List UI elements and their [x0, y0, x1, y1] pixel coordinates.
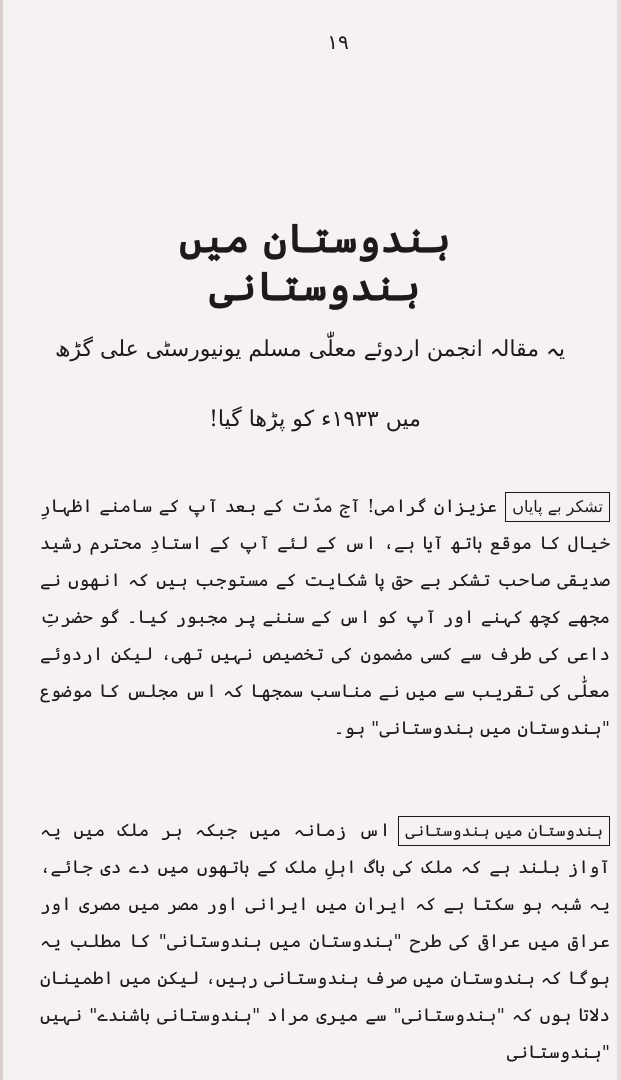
page-edge-right	[617, 0, 621, 1080]
page-title: ہندوستان میں ہندوستانی	[179, 215, 451, 310]
page-number: ۱۹	[327, 30, 349, 54]
paragraph-1-text: عزیزانِ گرامی! آج مدّت کے بعد آپ کے سامنے اظہارِ خیال کا موقع ہاتھ آیا ہے، اس کے لئے آپ کے استادِ محترم رشید صدیقی صاحب تشکر بے حق پا شکایت کے مستوجب ہیں کہ انھوں نے مجھے کچھ کہنے اور آپ کو اس کے سننے پر مجبور کیا۔ گو حضرتِ داعی کی طرف سے کسی مضمون کی تخصیص نہیں تھی، لیکن اردوئے معلّٰی کی تقریب سے میں نے مناسب سمجھا کہ اس مجلس کا موضوع "ہندوستان میں ہندوستانی" ہو۔	[40, 496, 610, 739]
side-heading-gratitude: تشکر بے پایاں	[505, 492, 610, 522]
side-heading-hindustan: ہندوستان میں ہندوستانی	[398, 816, 610, 846]
page-edge-left	[0, 0, 3, 1080]
paragraph-2-text: اس زمانہ میں جبکہ ہر ملک میں یہ آواز بلند ہے کہ ملک کی باگ اہلِ ملک کے ہاتھوں میں دے دی جائے، یہ شبہ ہو سکتا ہے کہ ایران میں ایرانی اور مصر میں مصری اور عراق میں عراقی کی طرح "ہندوستان میں ہندوستانی" کا مطلب یہ ہوگا کہ ہندوستان میں صرف ہندوستانی رہیں، لیکن میں اطمینان دلاتا ہوں کہ "ہندوستانی" سے میری مراد "ہندوستانی باشندے" نہیں "ہندوستانی	[40, 820, 610, 1063]
subtitle-line-1: یہ مقالہ انجمن اردوئے معلّٰی مسلم یونیورسٹی علی گڑھ	[55, 337, 565, 362]
paragraph-1	[40, 488, 610, 747]
subtitle-line-2: میں ۱۹۳۳ء کو پڑھا گیا!	[209, 407, 421, 432]
paragraph-2	[40, 812, 610, 1071]
